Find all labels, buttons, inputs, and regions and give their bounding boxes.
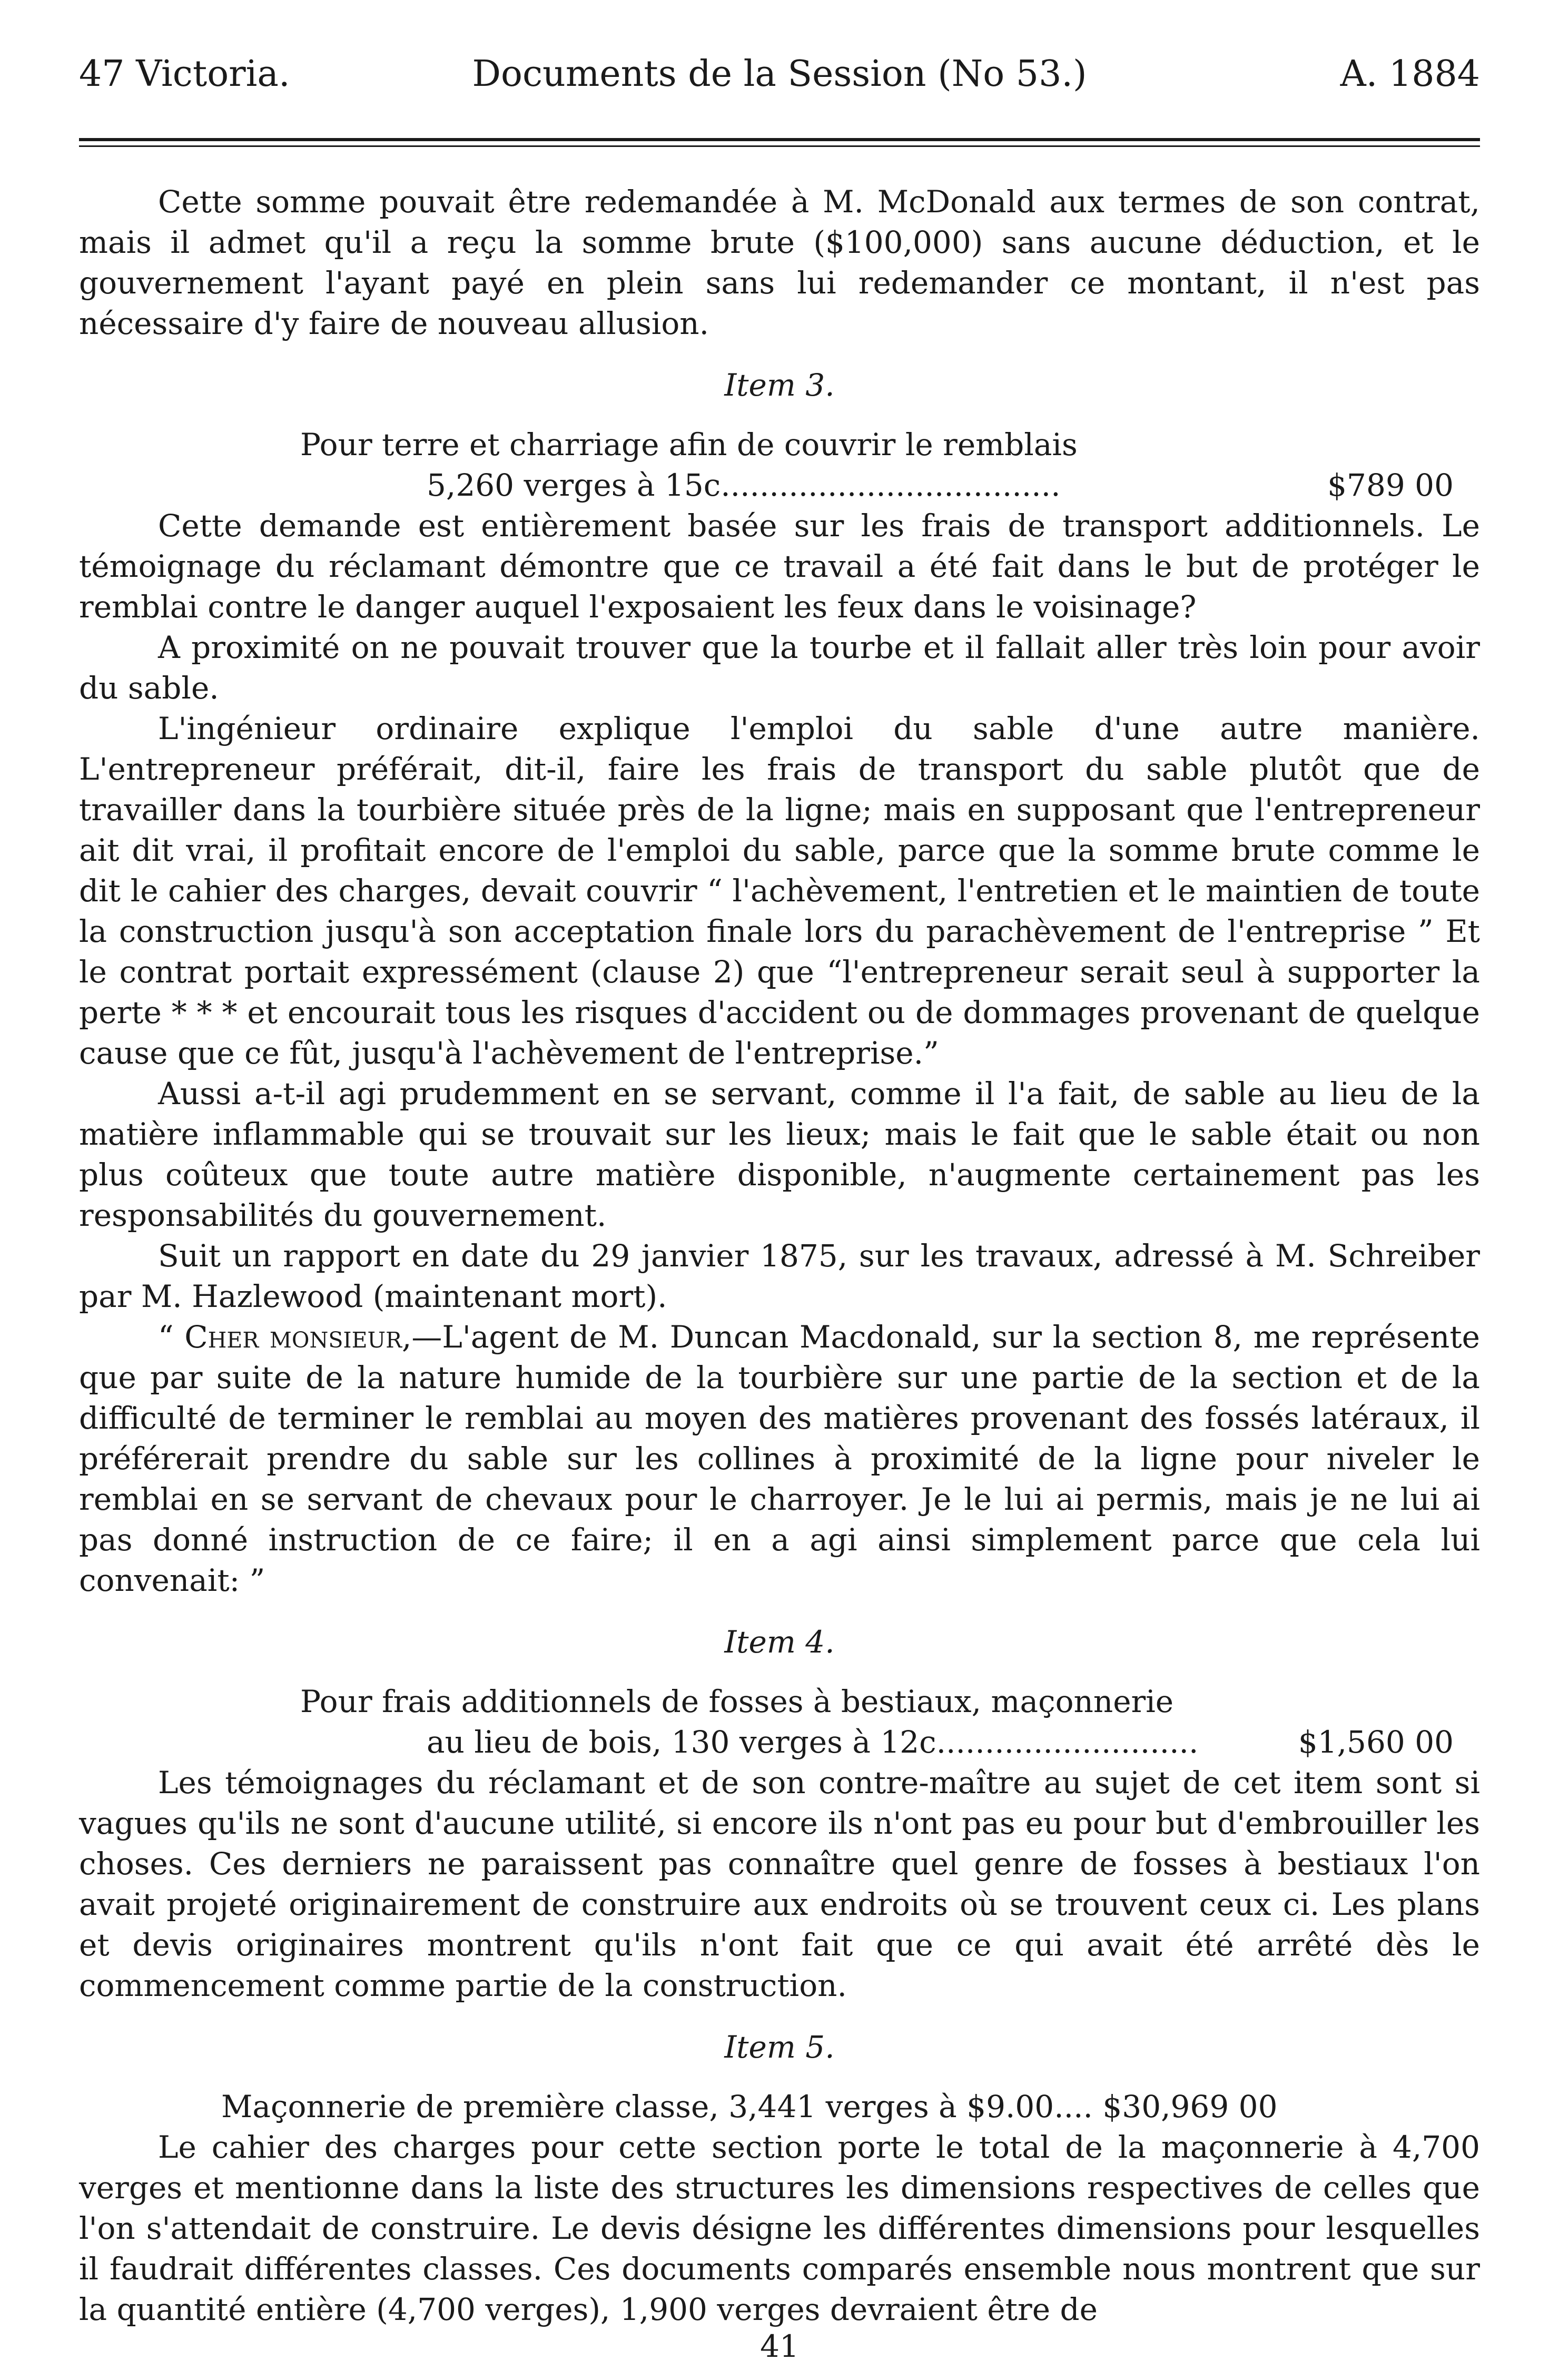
item-4-claim-line1: Pour frais additionnels de fosses à bestiaux, maçonnerie: [300, 1684, 1174, 1719]
item-4-claim-quantity: au lieu de bois, 130 verges à 12c...........................: [427, 1724, 1199, 1760]
paragraph-5: Aussi a-t-il agi prudemment en se servant, comme il l'a fait, de sable au lieu de la matière inflammable qui se trouvait sur les lieux; mais le fait que le sable était ou non plus coûteux que toute autre matière disponible, n'augmente certainement pas les responsabilités du gouvernement.: [79, 1076, 1480, 1233]
item-3-amount: $789 00: [1327, 467, 1454, 503]
paragraph-8: Les témoignages du réclamant et de son contre-maître au sujet de cet item sont si vagues qu'ils ne sont d'aucune utilité, si encore ils n'ont pas eu pour but d'embrouiller les choses. Ces derniers ne paraissent pas connaître quel genre de fosses à bestiaux l'on avait projeté originairement de construire aux endroits où se trouvent ceux ci. Les plans et devis originaires montrent qu'ils n'ont fait que ce qui avait été arrêté dès le commencement comme partie de la construction.: [79, 1765, 1480, 2003]
paragraph-7: [79, 1317, 1480, 1601]
header-rule-thick: [79, 138, 1480, 141]
letter-salutation: “ Cher monsieur,: [158, 1319, 412, 1355]
item-5-heading: Item 5.: [724, 2029, 835, 2065]
item-3-claim: [79, 425, 1480, 506]
paragraph-9: Le cahier des charges pour cette section porte le total de la maçonnerie à 4,700 verges et mentionne dans la liste des structures les dimensions respectives de celles que l'on s'attendait de construire. Le devis désigne les différentes dimensions pour lesquelles il faudrait différentes classes. Ces documents comparés ensemble nous montrent que sur la quantité entière (4,700 verges), 1,900 verges devraient être de: [79, 2129, 1480, 2327]
item-4-claim: [79, 1681, 1480, 1763]
paragraph-1: Cette somme pouvait être redemandée à M. McDonald aux termes de son contrat, mais il admet qu'il a reçu la somme brute ($100,000) sans aucune déduction, et le gouvernement l'ayant payé en plein sans lui redemander ce montant, il n'est pas nécessaire d'y faire de nouveau allusion.: [79, 184, 1480, 341]
body-text: [79, 182, 1480, 2330]
header-volume: 47 Victoria.: [79, 53, 290, 95]
item-4-heading: Item 4.: [724, 1624, 835, 1660]
letter-body: —L'agent de M. Duncan Macdonald, sur la section 8, me représente que par suite de la nature humide de la tourbière sur une partie de la section et de la difficulté de terminer le remblai au moyen des matières provenant des fossés latéraux, il préférerait prendre du sable sur les collines à proximité de la ligne pour niveler le remblai en se servant de chevaux pour le charroyer. Je le lui ai permis, mais je ne lui ai pas donné instruction de ce faire; il en a agi ainsi simplement parce que cela lui convenait: ”: [79, 1319, 1481, 1598]
item-3-claim-line1: Pour terre et charriage afin de couvrir le remblais: [300, 427, 1078, 463]
item-5-claim-line1: Maçonnerie de première classe, 3,441 verges à $9.00.... $30,969 00: [221, 2089, 1278, 2125]
header-rule-thin: [79, 145, 1480, 147]
running-header: [79, 42, 1480, 105]
item-3-claim-quantity: 5,260 verges à 15c...................................: [427, 467, 1061, 503]
paragraph-4: L'ingénieur ordinaire explique l'emploi du sable d'une autre manière. L'entrepreneur préférait, dit-il, faire les frais de transport du sable plutôt que de travailler dans la tourbière située près de la ligne; mais en supposant que l'entrepreneur ait dit vrai, il profitait encore de l'emploi du sable, parce que la somme brute comme le dit le cahier des charges, devait couvrir “ l'achèvement, l'entretien et le maintien de toute la construction jusqu'à son acceptation finale lors du parachèvement de l'entreprise ” Et le contrat portait expressément (clause 2) que “l'entrepreneur serait seul à supporter la perte * * * et encourait tous les risques d'accident ou de dommages provenant de quelque cause que ce fût, jusqu'à l'achèvement de l'entreprise.”: [79, 711, 1480, 1071]
header-title: Documents de la Session (No 53.): [472, 53, 1087, 95]
paragraph-2: Cette demande est entièrement basée sur les frais de transport additionnels. Le témoignage du réclamant démontre que ce travail a été fait dans le but de protéger le remblai contre le danger auquel l'exposaient les feux dans le voisinage?: [79, 508, 1480, 625]
item-3-heading: Item 3.: [724, 367, 835, 403]
item-4-amount: $1,560 00: [1298, 1724, 1454, 1760]
item-4-claim-line2: [300, 1722, 1454, 1763]
page-number: 41: [760, 2328, 799, 2364]
item-3-claim-line2: [300, 465, 1454, 506]
item-5-claim: [79, 2087, 1480, 2127]
paragraph-3: A proximité on ne pouvait trouver que la tourbe et il fallait aller très loin pour avoir du sable.: [79, 630, 1480, 706]
paragraph-6: Suit un rapport en date du 29 janvier 1875, sur les travaux, adressé à M. Schreiber par M. Hazlewood (maintenant mort).: [79, 1238, 1480, 1314]
header-year: A. 1884: [1340, 53, 1480, 95]
